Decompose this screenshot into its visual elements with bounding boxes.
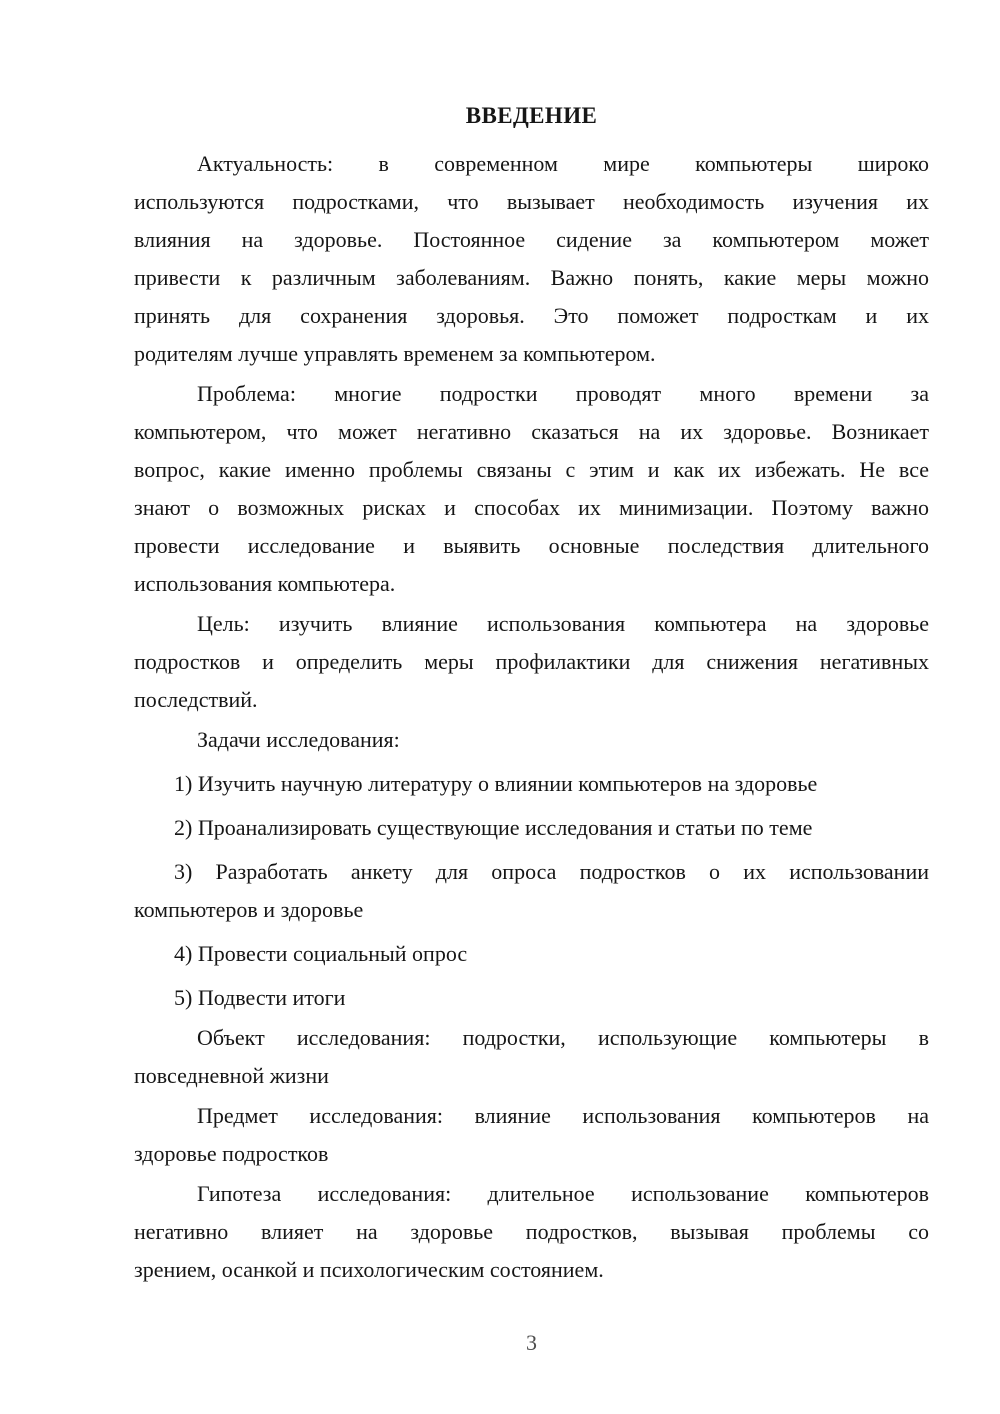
paragraph-tasks-label <box>134 721 929 759</box>
paragraph-relevance <box>134 145 929 373</box>
section-heading: ВВЕДЕНИЕ <box>465 103 598 128</box>
text-line: подростков и определить меры профилактики для снижения негативных <box>134 649 929 674</box>
text-line: Проблема: многие подростки проводят много времени за <box>197 381 929 406</box>
text-line: 3) Разработать анкету для опроса подростков о их использовании <box>174 859 929 884</box>
text-line: привести к различным заболеваниям. Важно понять, какие меры можно <box>134 265 929 290</box>
text-line: зрением, осанкой и психологическим состоянием. <box>134 1257 604 1282</box>
text-line: знают о возможных рисках и способах их минимизации. Поэтому важно <box>134 495 929 520</box>
text-line: компьютером, что может негативно сказаться на их здоровье. Возникает <box>134 419 929 444</box>
paragraph-problem <box>134 375 929 603</box>
text-line: использования компьютера. <box>134 571 396 596</box>
text-line: принять для сохранения здоровья. Это поможет подросткам и их <box>134 303 929 328</box>
paragraph-object <box>134 1019 929 1095</box>
text-line: Задачи исследования: <box>197 727 400 752</box>
task-item-2 <box>134 809 929 847</box>
text-line: родителям лучше управлять временем за компьютером. <box>134 341 656 366</box>
text-line: Гипотеза исследования: длительное использование компьютеров <box>197 1181 929 1206</box>
task-item-1 <box>134 765 929 803</box>
page-number: 3 <box>526 1330 537 1355</box>
task-item-3 <box>134 853 929 929</box>
task-item-4 <box>134 935 929 973</box>
text-line: Предмет исследования: влияние использования компьютеров на <box>197 1103 929 1128</box>
text-line: влияния на здоровье. Постоянное сидение за компьютером может <box>134 227 929 252</box>
text-line: Цель: изучить влияние использования компьютера на здоровье <box>197 611 929 636</box>
text-line: Актуальность: в современном мире компьютеры широко <box>197 151 929 176</box>
paragraph-goal <box>134 605 929 719</box>
text-line: 4) Провести социальный опрос <box>174 941 468 966</box>
text-line: провести исследование и выявить основные последствия длительного <box>134 533 929 558</box>
text-line: 2) Проанализировать существующие исследования и статьи по теме <box>174 815 813 840</box>
text-line: 5) Подвести итоги <box>174 985 346 1010</box>
text-line: вопрос, какие именно проблемы связаны с этим и как их избежать. Не все <box>134 457 929 482</box>
text-line: повседневной жизни <box>134 1063 329 1088</box>
text-line: здоровье подростков <box>134 1141 329 1166</box>
paragraph-hypothesis <box>134 1175 929 1289</box>
text-line: последствий. <box>134 687 258 712</box>
task-item-5 <box>134 979 929 1017</box>
page-content <box>134 97 929 1291</box>
text-line: Объект исследования: подростки, использующие компьютеры в <box>197 1025 929 1050</box>
paragraph-subject <box>134 1097 929 1173</box>
text-line: 1) Изучить научную литературу о влиянии компьютеров на здоровье <box>174 771 818 796</box>
text-line: используются подростками, что вызывает необходимость изучения их <box>134 189 929 214</box>
text-line: негативно влияет на здоровье подростков, вызывая проблемы со <box>134 1219 929 1244</box>
text-line: компьютеров и здоровье <box>134 897 364 922</box>
